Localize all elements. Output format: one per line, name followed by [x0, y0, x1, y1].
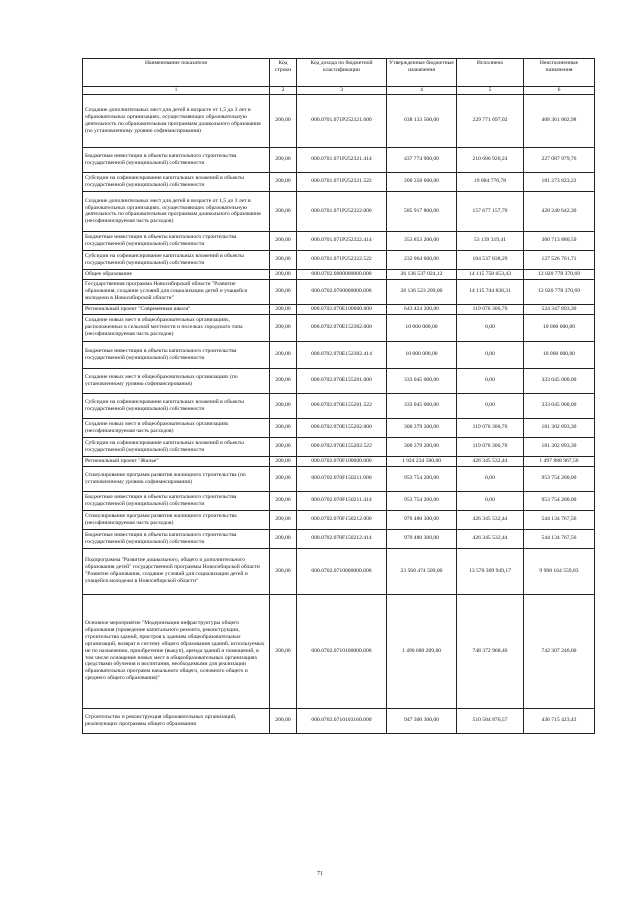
header-executed: Исполнено: [457, 59, 524, 87]
row-budget-code: 000.0702.0700000000.000: [297, 279, 387, 304]
row-approved: 953 754 200,00: [387, 466, 457, 491]
row-line-code: 200,00: [270, 466, 297, 491]
row-budget-code: 000.0702.070E155202.522: [297, 437, 387, 456]
row-unexecuted: 300 713 880,59: [524, 231, 595, 250]
row-executed: 426 345 532,44: [457, 456, 524, 466]
table-row: [83, 594, 595, 708]
row-name: Государственная программа Новосибирской области "Развитие образования, создание условий для социализации детей и учащейся молодежи в Новосибирской области": [83, 279, 270, 304]
row-unexecuted: 436 715 423,43: [524, 708, 595, 733]
row-executed: 119 076 306,70: [457, 304, 524, 314]
row-name: Создание новых мест в общеобразовательных организациях (несофинансируемая часть расходов): [83, 418, 270, 437]
row-name: Основное мероприятие "Модернизация инфраструктуры общего образования (проведение капитального ремонта, реконструкции, строительства зданий, пристроя к зданиям общеобразовательных организаций, возврат в систему общего образования зданий, используемых не по назначению, приобретение (выкуп), аренда зданий и помещений, в том числе оснащение новых мест в общеобразовательных организациях средствами обучения и воспитания, необходимыми для реализации образовательных программ начального общего, основного общего и среднего общего образования)": [83, 594, 270, 708]
row-approved: 953 754 200,00: [387, 491, 457, 510]
header-approved: Утвержденные бюджетные назначения: [387, 59, 457, 87]
row-unexecuted: 181 302 893,30: [524, 418, 595, 437]
row-budget-code: 000.0701.071P252321.522: [297, 172, 387, 191]
row-unexecuted: 127 526 761,71: [524, 250, 595, 269]
row-line-code: 200,00: [270, 191, 297, 231]
row-budget-code: 000.0702.070F100000.000: [297, 456, 387, 466]
row-executed: 14 115 758 653,43: [457, 269, 524, 279]
row-name: Региональный проект "Современная школа": [83, 304, 270, 314]
row-approved: 970 480 300,00: [387, 510, 457, 529]
row-approved: 333 045 000,00: [387, 368, 457, 393]
row-executed: 0,00: [457, 341, 524, 368]
row-unexecuted: 181 302 893,30: [524, 437, 595, 456]
row-executed: 14 115 744 838,31: [457, 279, 524, 304]
row-name: Создание новых мест в общеобразовательных организациях, расположенных в сельской местности и поселках городского типа (несофинансируемая часть расходов): [83, 314, 270, 341]
row-unexecuted: 953 754 200,00: [524, 491, 595, 510]
row-approved: 643 424 200,00: [387, 304, 457, 314]
row-budget-code: 000.0701.071P252322.522: [297, 250, 387, 269]
row-executed: 19 084 776,78: [457, 172, 524, 191]
row-unexecuted: 10 000 000,00: [524, 341, 595, 368]
row-approved: 23 568 474 509,00: [387, 548, 457, 594]
row-budget-code: 000.0702.070F150211.000: [297, 466, 387, 491]
row-unexecuted: 524 347 893,30: [524, 304, 595, 314]
row-executed: 0,00: [457, 393, 524, 418]
row-name: Субсидии на софинансирование капитальных вложений в объекты государственной (муниципальной) собственности: [83, 172, 270, 191]
page-number: 71: [317, 871, 323, 877]
row-approved: 353 853 200,00: [387, 231, 457, 250]
row-line-code: 200,00: [270, 456, 297, 466]
row-line-code: 200,00: [270, 231, 297, 250]
row-name: Строительство и реконструкция образовательных организаций, реализующих программы общего образования: [83, 708, 270, 733]
row-line-code: 200,00: [270, 708, 297, 733]
row-executed: 0,00: [457, 368, 524, 393]
row-unexecuted: 12 020 778 370,69: [524, 269, 595, 279]
table-row: [83, 172, 595, 191]
row-line-code: 200,00: [270, 341, 297, 368]
column-number-row: [83, 87, 595, 95]
row-unexecuted: 544 134 767,56: [524, 510, 595, 529]
row-line-code: 200,00: [270, 491, 297, 510]
row-budget-code: 000.0702.0710100000.000: [297, 594, 387, 708]
row-approved: 232 064 600,00: [387, 250, 457, 269]
table-row: [83, 191, 595, 231]
table-row: [83, 393, 595, 418]
row-budget-code: 000.0702.070E100000.000: [297, 304, 387, 314]
row-executed: 426 345 532,44: [457, 529, 524, 548]
row-approved: 333 045 000,00: [387, 393, 457, 418]
row-approved: 437 774 900,00: [387, 147, 457, 172]
row-unexecuted: 227 087 979,76: [524, 147, 595, 172]
row-executed: 229 771 697,02: [457, 94, 524, 147]
row-unexecuted: 742 307 240,60: [524, 594, 595, 708]
column-number: 5: [457, 87, 524, 95]
table-row: [83, 418, 595, 437]
table-row: [83, 529, 595, 548]
row-name: Создание новых мест в общеобразовательных организациях (по установленному уровню софинансирования): [83, 368, 270, 393]
table-row: [83, 491, 595, 510]
row-approved: 26 136 537 024,12: [387, 269, 457, 279]
row-name: Субсидии на софинансирование капитальных вложений в объекты государственной (муниципальной) собственности: [83, 250, 270, 269]
header-indicator-name: Наименование показателя: [83, 59, 270, 87]
row-name: Бюджетные инвестиции в объекты капитального строительства государственной (муниципальной) собственности: [83, 147, 270, 172]
row-executed: 426 345 532,44: [457, 510, 524, 529]
row-name: Субсидии на софинансирование капитальных вложений в объекты государственной (муниципальной) собственности: [83, 393, 270, 418]
row-approved: 1 924 234 500,00: [387, 456, 457, 466]
row-name: Региональный проект "Жилье": [83, 456, 270, 466]
row-line-code: 200,00: [270, 304, 297, 314]
row-budget-code: 000.0701.071P252322.414: [297, 231, 387, 250]
table-row: [83, 269, 595, 279]
table-row: [83, 341, 595, 368]
column-number: 4: [387, 87, 457, 95]
row-name: Подпрограмма "Развитие дошкольного, общего и дополнительного образования детей" государственной программы Новосибирской области "Развитие образования, создание условий для социализации детей и учащейся молодежи в Новосибирской области": [83, 548, 270, 594]
row-budget-code: 000.0702.070F150211.414: [297, 491, 387, 510]
row-name: Бюджетные инвестиции в объекты капитального строительства государственной (муниципальной) собственности: [83, 491, 270, 510]
table-row: [83, 304, 595, 314]
row-executed: 13 570 309 949,17: [457, 548, 524, 594]
table-row: [83, 250, 595, 269]
row-budget-code: 000.0702.070E152302.414: [297, 341, 387, 368]
row-unexecuted: 333 045 000,00: [524, 368, 595, 393]
row-line-code: 200,00: [270, 510, 297, 529]
row-unexecuted: 181 273 823,22: [524, 172, 595, 191]
table-row: [83, 314, 595, 341]
header-line-code: Код строки: [270, 59, 297, 87]
row-approved: 10 000 000,00: [387, 314, 457, 341]
report-sheet: [82, 58, 594, 734]
row-name: Бюджетные инвестиции в объекты капитального строительства государственной (муниципальной) собственности: [83, 341, 270, 368]
row-unexecuted: 428 240 642,30: [524, 191, 595, 231]
row-budget-code: 000.0702.070E152302.000: [297, 314, 387, 341]
row-approved: 1 490 680 209,00: [387, 594, 457, 708]
row-line-code: 200,00: [270, 147, 297, 172]
row-approved: 947 300 300,00: [387, 708, 457, 733]
row-executed: 748 372 968,40: [457, 594, 524, 708]
row-line-code: 200,00: [270, 437, 297, 456]
row-approved: 970 480 300,00: [387, 529, 457, 548]
table-row: [83, 147, 595, 172]
row-budget-code: 000.0701.071P252321.414: [297, 147, 387, 172]
row-budget-code: 000.0702.0710000000.000: [297, 548, 387, 594]
row-name: Субсидии на софинансирование капитальных вложений в объекты государственной (муниципальной) собственности: [83, 437, 270, 456]
row-budget-code: 000.0702.070F150212.000: [297, 510, 387, 529]
table-row: [83, 279, 595, 304]
row-unexecuted: 544 134 767,56: [524, 529, 595, 548]
row-budget-code: 000.0702.070E155201.522: [297, 393, 387, 418]
header-row: [83, 59, 595, 87]
row-unexecuted: 1 497 888 967,56: [524, 456, 595, 466]
row-executed: 0,00: [457, 466, 524, 491]
row-budget-code: 000.0702.0710103160.000: [297, 708, 387, 733]
row-unexecuted: 408 361 802,98: [524, 94, 595, 147]
row-executed: 157 677 157,70: [457, 191, 524, 231]
row-approved: 585 917 800,00: [387, 191, 457, 231]
row-name: Стимулирование программ развития жилищного строительства (несофинансируемая часть расходов): [83, 510, 270, 529]
table-row: [83, 368, 595, 393]
row-unexecuted: 12 020 778 370,69: [524, 279, 595, 304]
row-executed: 119 076 306,70: [457, 418, 524, 437]
row-budget-code: 000.0702.070F150212.414: [297, 529, 387, 548]
column-number: 6: [524, 87, 595, 95]
row-approved: 26 136 523 209,00: [387, 279, 457, 304]
row-name: Создание дополнительных мест для детей в возрасте от 1,5 до 3 лет в образовательных организациях, осуществляющих образовательную деятельность по образовательным программам дошкольного образования (по установленному уровню софинансирования): [83, 94, 270, 147]
row-executed: 119 076 306,70: [457, 437, 524, 456]
row-budget-code: 000.0701.071P252322.000: [297, 191, 387, 231]
row-name: Бюджетные инвестиции в объекты капитального строительства государственной (муниципальной) собственности: [83, 529, 270, 548]
row-name: Общее образование: [83, 269, 270, 279]
header-unexecuted: Неисполненные назначения: [524, 59, 595, 87]
row-budget-code: 000.0702.0000000000.000: [297, 269, 387, 279]
row-unexecuted: 9 998 164 559,83: [524, 548, 595, 594]
table-row: [83, 708, 595, 733]
row-executed: 0,00: [457, 491, 524, 510]
row-approved: 638 133 500,00: [387, 94, 457, 147]
row-unexecuted: 10 000 000,00: [524, 314, 595, 341]
row-executed: 53 139 319,41: [457, 231, 524, 250]
table-body: [83, 94, 595, 733]
row-unexecuted: 953 754 200,00: [524, 466, 595, 491]
column-number: 3: [297, 87, 387, 95]
row-approved: 200 358 600,00: [387, 172, 457, 191]
row-budget-code: 000.0702.070E155201.000: [297, 368, 387, 393]
row-line-code: 200,00: [270, 279, 297, 304]
row-line-code: 200,00: [270, 269, 297, 279]
table-row: [83, 231, 595, 250]
row-executed: 210 686 920,24: [457, 147, 524, 172]
budget-execution-table: [82, 58, 595, 734]
row-unexecuted: 333 045 000,00: [524, 393, 595, 418]
row-executed: 0,00: [457, 314, 524, 341]
row-executed: 104 537 838,29: [457, 250, 524, 269]
table-row: [83, 456, 595, 466]
table-row: [83, 94, 595, 147]
row-line-code: 200,00: [270, 594, 297, 708]
row-budget-code: 000.0701.071P252321.000: [297, 94, 387, 147]
row-line-code: 200,00: [270, 393, 297, 418]
row-line-code: 200,00: [270, 368, 297, 393]
row-name: Создание дополнительных мест для детей в возрасте от 1,5 до 3 лет в образовательных организациях, осуществляющих образовательную деятельность по образовательным программам дошкольного образования (несофинансируемая часть расходов): [83, 191, 270, 231]
row-line-code: 200,00: [270, 529, 297, 548]
column-number: 2: [270, 87, 297, 95]
table-row: [83, 548, 595, 594]
row-approved: 10 000 000,00: [387, 341, 457, 368]
row-approved: 300 379 200,00: [387, 418, 457, 437]
row-name: Стимулирование программ развития жилищного строительства (по установленному уровню софинансирования): [83, 466, 270, 491]
row-line-code: 200,00: [270, 172, 297, 191]
row-line-code: 200,00: [270, 418, 297, 437]
row-approved: 300 379 200,00: [387, 437, 457, 456]
row-executed: 510 584 876,57: [457, 708, 524, 733]
table-row: [83, 510, 595, 529]
table-row: [83, 437, 595, 456]
header-budget-code: Код дохода по бюджетной классификации: [297, 59, 387, 87]
row-line-code: 200,00: [270, 548, 297, 594]
row-name: Бюджетные инвестиции в объекты капитального строительства государственной (муниципальной) собственности: [83, 231, 270, 250]
row-line-code: 200,00: [270, 314, 297, 341]
table-row: [83, 466, 595, 491]
row-budget-code: 000.0702.070E155202.000: [297, 418, 387, 437]
row-line-code: 200,00: [270, 94, 297, 147]
column-number: 1: [83, 87, 270, 95]
row-line-code: 200,00: [270, 250, 297, 269]
